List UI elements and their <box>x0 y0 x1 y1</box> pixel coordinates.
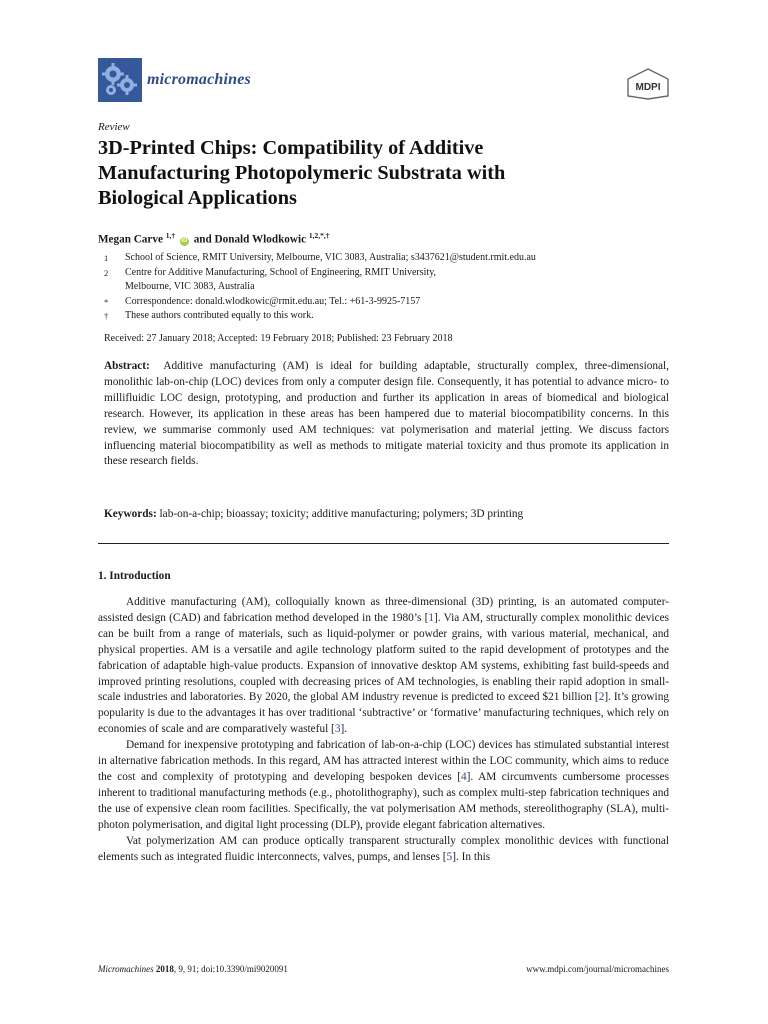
citation-link[interactable]: 5 <box>446 850 453 863</box>
affiliation-text: These authors contributed equally to this work. <box>125 310 314 321</box>
affiliation-item <box>104 295 664 310</box>
affiliation-mark: † <box>104 311 109 321</box>
author-affiliation-sup: 1,2,*,† <box>308 231 330 240</box>
gears-icon <box>98 58 142 102</box>
title-line: Biological Applications <box>98 187 297 209</box>
affiliation-mark: * <box>104 296 109 307</box>
keywords <box>104 508 523 520</box>
title-line: 3D-Printed Chips: Compatibility of Additive <box>98 137 484 159</box>
author-name[interactable]: Donald Wlodkowic <box>214 233 307 246</box>
affiliation-text: Centre for Additive Manufacturing, School of Engineering, RMIT University, <box>125 266 437 278</box>
affiliations <box>104 251 664 324</box>
abstract-text: Additive manufacturing (AM) is ideal for building adaptable, structurally complex, three-dimensional, monolithic lab-on-chip (LOC) devices from only a computer design file. Consequently, it has potential to advance micro- to millifluidic LOC design, prototyping, and production and further its application in areas of biomedical and biological research. However, its application in these areas has been hampered due to material biocompatibility concerns. In this review, we summarise commonly used AM techniques: vat polymerisation and material jetting. We discuss factors influencing material biocompatibility as well as methods to mitigate material toxicity and thus promote its application in these research fields. <box>104 360 669 468</box>
affiliation-mark: 2 <box>104 267 109 278</box>
journal-logo[interactable] <box>98 58 251 102</box>
footer-doi[interactable]: , 9, 91; doi:10.3390/mi9020091 <box>173 964 288 974</box>
footer-url[interactable]: www.mdpi.com/journal/micromachines <box>526 964 669 974</box>
title-line: Manufacturing Photopolymeric Substrata with <box>98 162 506 184</box>
affiliation-mark <box>104 280 125 295</box>
correspondence-text[interactable]: Correspondence: donald.wlodkowic@rmit.edu.au; Tel.: +61-3-9925-7157 <box>125 295 421 307</box>
section-heading: 1. Introduction <box>98 570 171 582</box>
citation-link[interactable]: 1 <box>428 611 435 624</box>
abstract <box>104 359 669 470</box>
footer-citation <box>98 964 288 974</box>
paragraph: Additive manufacturing (AM), colloquially known as three-dimensional (3D) printing, is an automated computer-assisted design (CAD) and fabrication method developed in the 1980’s [1]. Via AM, structurally complex monolithic devices can be built from a range of materials, such as liquid-polymer or powder grains, with various material, mechanical, and physical properties. AM is a versatile and agile technology platform suited to the rapid development of prototypes and the fabrication of adaptable high-value products. Expansion of innovative desktop AM systems, exhibiting fast build-speeds and improved printing resolutions, coupled with decreasing prices of AM technologies, is enabling their rapid adoption in small-scale industries and laboratories. By 2020, the global AM industry revenue is predicted to exceed $21 billion [2]. It’s growing popularity is due to the advantages it has over traditional ‘subtractive’ or ‘formative’ manufacturing techniques, which rely on economies of scale and are comparatively wasteful [3]. <box>98 596 669 736</box>
mdpi-logo[interactable] <box>626 68 670 100</box>
citation-link[interactable]: 4 <box>460 770 467 783</box>
affiliation-text: Melbourne, VIC 3083, Australia <box>125 281 255 292</box>
citation-link[interactable]: 2 <box>598 691 605 704</box>
article-type: Review <box>98 121 130 133</box>
paragraph: Vat polymerization AM can produce optically transparent structurally complex monolithic devices with functional elements such as integrated fluidic interconnects, valves, pumps, and lenses [5]. In this <box>98 834 669 863</box>
affiliation-mark: 1 <box>104 253 109 263</box>
affiliation-item <box>104 280 664 295</box>
divider <box>98 543 669 544</box>
citation-link[interactable]: 3 <box>334 723 341 736</box>
mdpi-logo-text: MDPI <box>635 82 661 93</box>
affiliation-item <box>104 251 664 266</box>
body-text <box>98 595 669 865</box>
keywords-label: Keywords: <box>104 508 157 520</box>
orcid-icon[interactable]: iD <box>181 237 188 244</box>
affiliation-item <box>104 266 664 281</box>
author-conjunction: and <box>193 233 212 246</box>
abstract-label: Abstract: <box>104 360 150 372</box>
author-affiliation-sup: 1,† <box>165 231 176 240</box>
affiliation-item <box>104 309 664 324</box>
keywords-text: lab-on-a-chip; bioassay; toxicity; additive manufacturing; polymers; 3D printing <box>159 508 524 520</box>
footer-year: 2018 <box>155 964 174 974</box>
paragraph: Demand for inexpensive prototyping and fabrication of lab-on-a-chip (LOC) devices has stimulated substantial interest in alternative fabrication methods. In this regard, AM has attracted interest within the LOC community, which aims to reduce the cost and complexity of prototyping and developing bespoken devices [4]. AM circumvents cumbersome processes inherent to traditional manufacturing methods (e.g., photolithography), such as complex multi-step fabrication techniques and the use of expensive clean room facilities. Specifically, the vat polymerisation AM methods, stereolithography (SLA), multi-photon polymerisation, and digital light processing (DLP), provide elegant fabrication alternatives. <box>98 739 669 831</box>
journal-name: micromachines <box>147 71 251 88</box>
author-name[interactable]: Megan Carve <box>98 233 163 246</box>
author-list <box>98 231 329 246</box>
affiliation-text: School of Science, RMIT University, Melbourne, VIC 3083, Australia; s3437621@student.rmit.edu.au <box>125 252 536 263</box>
publication-dates: Received: 27 January 2018; Accepted: 19 February 2018; Published: 23 February 2018 <box>104 333 453 344</box>
footer-journal: Micromachines <box>98 964 154 974</box>
article-title <box>98 136 658 211</box>
